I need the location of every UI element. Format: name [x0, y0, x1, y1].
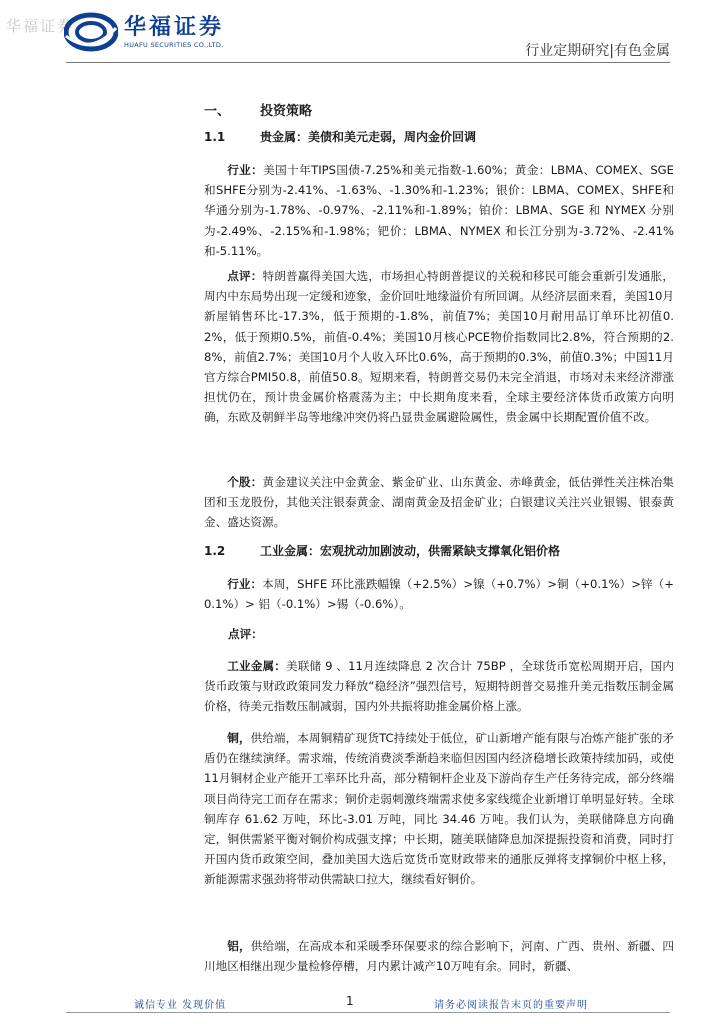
report-category: 行业定期研究|有色金属 [525, 43, 670, 59]
subsection-heading-industrial-metals [204, 542, 560, 559]
para-text: 美联储 9 、11月连续降息 2 次合计 75BP ，全球货币宽松周期开启，国内货币政策与财政政策同发力释放“稳经济”强烈信号，短期特朗普交易推升美元指数压制金属价格，待美元指数压制减弱，国内外共振将助推金属价格上涨。 [204, 659, 674, 714]
para-label: 点评： [227, 269, 263, 283]
para-text: 黄金建议关注中金黄金、紫金矿业、山东黄金、赤峰黄金，低估弹性关注株冶集团和玉龙股份，其他关注银泰黄金、湖南黄金及招金矿业；白银建议关注兴业银锡、银泰黄金、盛达资源。 [204, 475, 674, 530]
logo-english-name: HUAFU SECURITIES CO.,LTD. [124, 40, 224, 49]
paragraph-copper [204, 728, 674, 890]
subsection-heading-precious-metals [204, 128, 476, 145]
logo-chinese-name: 华福证券 [124, 14, 225, 40]
subsection-title: 贵金属：美债和美元走弱，周内金价回调 [260, 130, 477, 144]
para-text: 美国十年TIPS国债-7.25%和美元指数-1.60%；黄金：LBMA、COMEX、SGE和SHFE分别为-2.41%、-1.63%、-1.30%和-1.23%；银价：LBMA、COMEX、SHFE和华通分别为-1.78%、-0.97%、-2.11%和-1.89%；铂价：LBMA、SGE 和 NYMEX 分别为-2.49%、-2.15%和-1.98%；钯价：LBMA、NYMEX 和长江分别为-3.72%、-2.41%和-5.11%。 [204, 163, 674, 258]
subsection-number: 1.2 [204, 544, 226, 558]
paragraph-industry-industrial [204, 574, 674, 614]
para-text: 特朗普赢得美国大选，市场担心特朗普提议的关税和移民可能会重新引发通胀，周内中东局势出现一定缓和迹象，金价回吐地缘溢价有所回调。从经济层面来看，美国10月新屋销售环比-17.3%，低于预期的-1.8%，前值7%；美国10月耐用品订单环比初值0.2%，低于预期0.5%，前值-0.4%；美国10月核心PCE物价指数同比2.8%，符合预期的2.8%，前值2.7%；美国10月个人收入环比0.6%，高于预期的0.3%，前值0.3%；中国11月官方综合PMI50.8，前值50.8。短期来看，特朗普交易仍未完全消退，市场对未来经济滞涨担忧仍在，预计贵金属价格震荡为主；中长期角度来看，全球主要经济体货币政策方向明确，东欧及朝鲜半岛等地缘冲突仍将凸显贵金属避险属性，贵金属中长期配置价值不改。 [204, 269, 674, 425]
paragraph-comment-precious [204, 266, 674, 428]
para-text: 本周，SHFE 环比涨跌幅镍（+2.5%）>镍（+0.7%）>铜（+0.1%）>锌（+0.1%）> 铝（-0.1%）>锡（-0.6%）。 [204, 577, 674, 612]
company-logo [64, 12, 224, 52]
subsection-number: 1.1 [204, 130, 226, 144]
para-label: 行业： [227, 577, 263, 591]
paragraph-industrial-metals [204, 656, 674, 717]
subsection-title: 工业金属：宏观扰动加剧波动，供需紧缺支撑氧化铝价格 [260, 544, 561, 558]
paragraph-industry-precious [204, 160, 674, 261]
section-number: 一、 [204, 104, 231, 119]
header-divider [66, 62, 670, 63]
footer-slogan: 诚信专业 发现价值 [134, 1000, 227, 1011]
paragraph-stocks-precious [204, 472, 674, 533]
page-number: 1 [346, 994, 354, 1008]
para-label: 铝， [227, 939, 251, 953]
section-title: 投资策略 [260, 104, 313, 119]
watermark-text: 华福证券 [6, 17, 75, 35]
footer-divider [66, 1012, 670, 1013]
comment-label-industrial: 点评： [228, 627, 263, 641]
para-text: 供给端，在高成本和采暖季环保要求的综合影响下，河南、广西、贵州、新疆、四川地区相继出现少量检修停槽，月内累计减产10万吨有余。同时，新疆、 [204, 939, 674, 974]
para-label: 行业： [227, 163, 264, 177]
logo-swirl-icon [64, 12, 118, 52]
paragraph-aluminum [204, 936, 674, 976]
section-heading-investment-strategy [204, 100, 312, 119]
para-label: 个股： [227, 475, 263, 489]
footer-disclaimer: 请务必阅读报告末页的重要声明 [434, 1000, 588, 1011]
para-text: 供给端，本周铜精矿现货TC持续处于低位，矿山新增产能有限与冶炼产能扩张的矛盾仍在继续演绎。需求端，传统消费淡季渐趋来临但因国内经济稳增长政策持续加码，或使11月铜材企业产能开工率环比升高，部分精铜杆企业及下游尚存生产任务待完成，部分终端项目尚待完工而存在需求；铜价走弱刺激终端需求使多家线缆企业新增订单明显好转。全球铜库存 61.62 万吨，环比-3.01 万吨，同比 34.46 万吨。我们认为，美联储降息方向确定，铜供需紧平衡对铜价构成强支撑；中长期，随美联储降息加深提振投资和消费，同时打开国内货币政策空间，叠加美国大选后宽货币宽财政带来的通胀反弹将支撑铜价中枢上移，新能源需求强劲将带动供需缺口拉大，继续看好铜价。 [204, 731, 674, 887]
para-label: 工业金属： [227, 659, 286, 673]
para-label: 铜， [227, 731, 251, 745]
